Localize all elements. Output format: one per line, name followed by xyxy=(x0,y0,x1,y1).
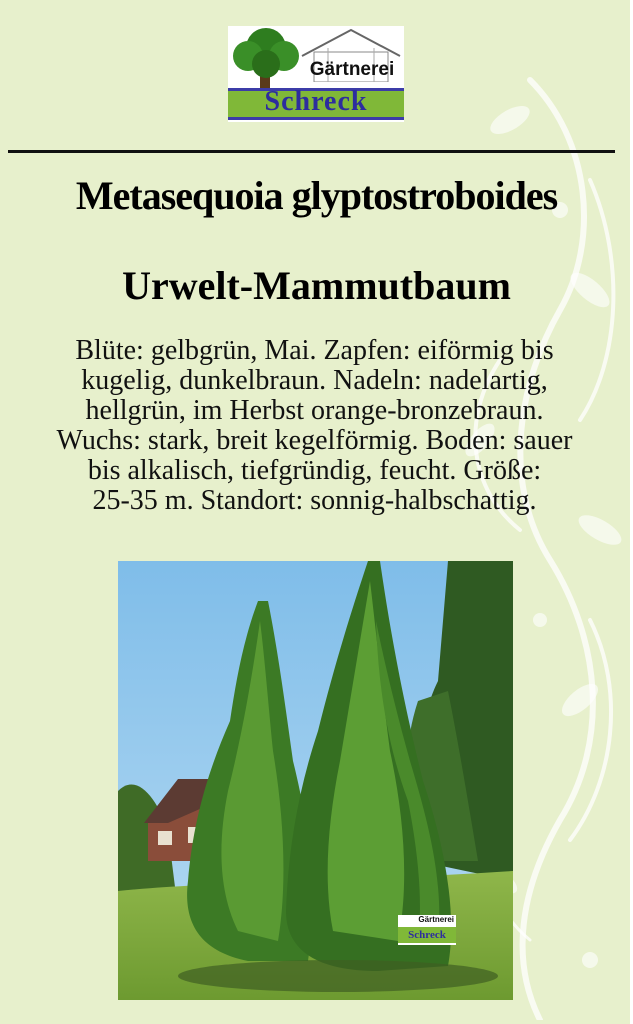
divider xyxy=(8,150,615,153)
tree-icon xyxy=(228,26,304,90)
description-line: Wuchs: stark, breit kegelförmig. Boden: sauer xyxy=(56,425,573,456)
plant-description xyxy=(6,336,623,516)
watermark-brand-bottom: Schreck xyxy=(398,927,456,943)
plant-photo xyxy=(118,561,513,1000)
brand-name-bottom: Schreck xyxy=(264,86,368,117)
description-line: Blüte: gelbgrün, Mai. Zapfen: eiförmig bis xyxy=(75,335,554,366)
common-name: Urwelt-Mammutbaum xyxy=(122,263,511,308)
description-line: bis alkalisch, tiefgründig, feucht. Größe: xyxy=(87,455,542,486)
watermark-brand-top: Gärtnerei xyxy=(418,915,454,924)
photo-watermark-logo xyxy=(398,915,456,945)
description-line: hellgrün, im Herbst orange-bronzebraun. xyxy=(85,395,544,426)
description-line: 25-35 m. Standort: sonnig-halbschattig. xyxy=(92,485,537,516)
company-logo xyxy=(228,26,404,122)
description-line: kugelig, dunkelbraun. Nadeln: nadelartig, xyxy=(81,365,548,396)
brand-name-top: Gärtnerei xyxy=(309,59,395,80)
latin-name: Metasequoia glyptostroboides xyxy=(75,173,558,218)
